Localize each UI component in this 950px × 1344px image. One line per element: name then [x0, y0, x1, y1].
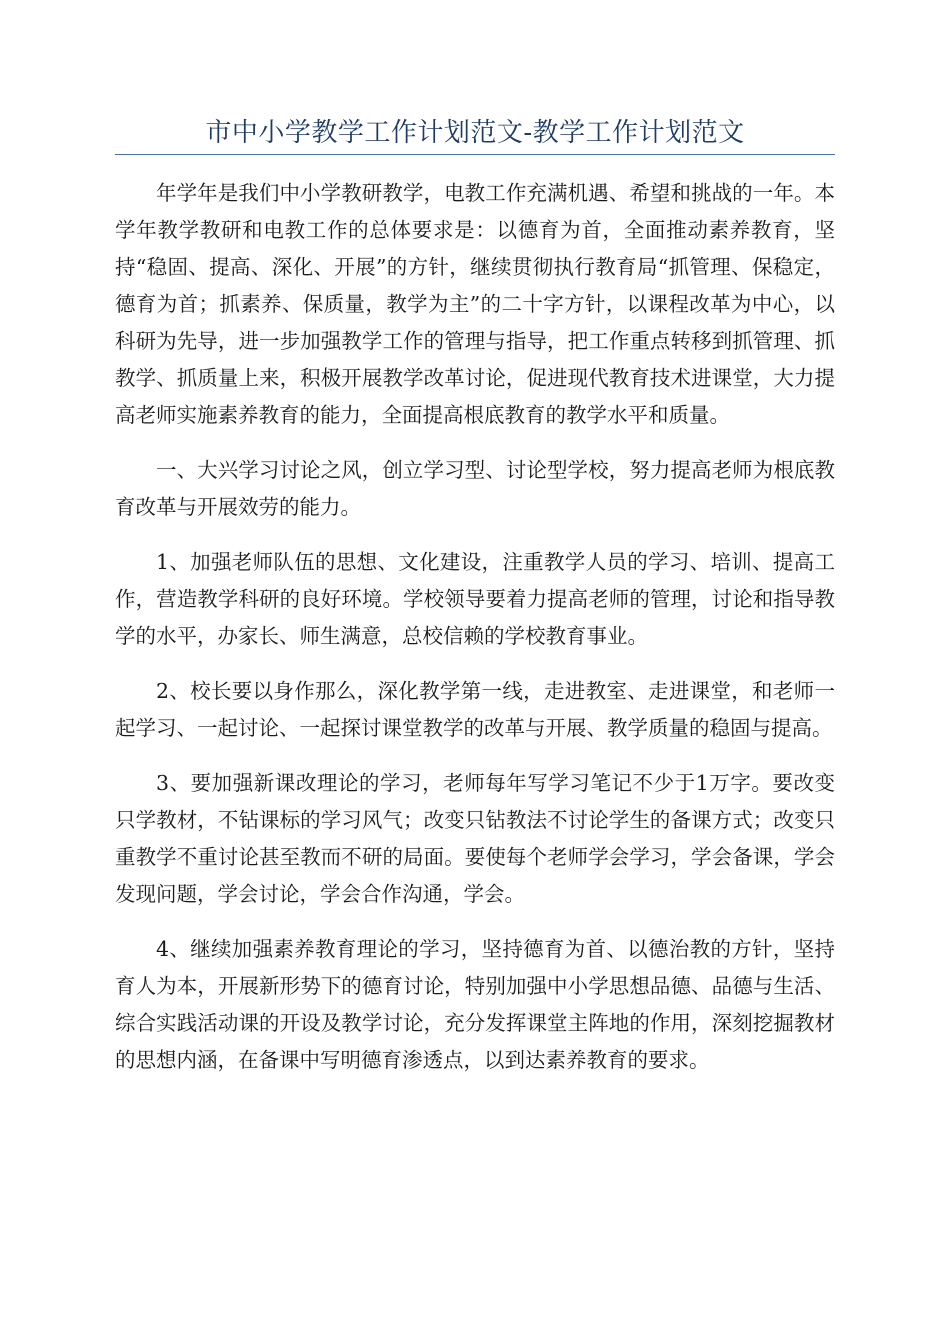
paragraph-item-1: 1、加强老师队伍的思想、文化建设，注重教学人员的学习、培训、提高工作，营造教学科研的良好环境。学校领导要着力提高老师的管理，讨论和指导教学的水平，办家长、师生满意，总校信赖的学校教育事业。 [115, 550, 835, 648]
paragraph-item-3: 3、要加强新课改理论的学习，老师每年写学习笔记不少于1万字。要改变只学教材，不钻课标的学习风气；改变只钻教法不讨论学生的备课方式；改变只重教学不重讨论甚至教而不研的局面。要使每个老师学会学习，学会备课，学会发现问题，学会讨论，学会合作沟通，学会。 [115, 771, 835, 906]
paragraph-item-4: 4、继续加强素养教育理论的学习，坚持德育为首、以德治教的方针，坚持育人为本，开展新形势下的德育讨论，特别加强中小学思想品德、品德与生活、综合实践活动课的开设及教学讨论，充分发挥课堂主阵地的作用，深刻挖掘教材的思想内涵，在备课中写明德育渗透点，以到达素养教育的要求。 [115, 937, 835, 1072]
page-title: 市中小学教学工作计划范文-教学工作计划范文 [205, 118, 745, 148]
paragraph-intro: 年学年是我们中小学教研教学，电教工作充满机遇、希望和挑战的一年。本学年教学教研和电教工作的总体要求是：以德育为首，全面推动素养教育，坚持“稳固、提高、深化、开展”的方针，继续贯彻执行教育局“抓管理、保稳定，德育为首；抓素养、保质量，教学为主”的二十字方针，以课程改革为中心，以科研为先导，进一步加强教学工作的管理与指导，把工作重点转移到抓管理、抓教学、抓质量上来，积极开展教学改革讨论，促进现代教育技术进课堂，大力提高老师实施素养教育的能力，全面提高根底教育的教学水平和质量。 [115, 181, 835, 427]
document-body [115, 175, 835, 1097]
paragraph-item-2: 2、校长要以身作那么，深化教学第一线，走进教室、走进课堂，和老师一起学习、一起讨论、一起探讨课堂教学的改革与开展、教学质量的稳固与提高。 [115, 679, 835, 740]
paragraph-section-1: 一、大兴学习讨论之风，创立学习型、讨论型学校，努力提高老师为根底教育改革与开展效劳的能力。 [115, 458, 835, 519]
title-underline [115, 154, 835, 155]
